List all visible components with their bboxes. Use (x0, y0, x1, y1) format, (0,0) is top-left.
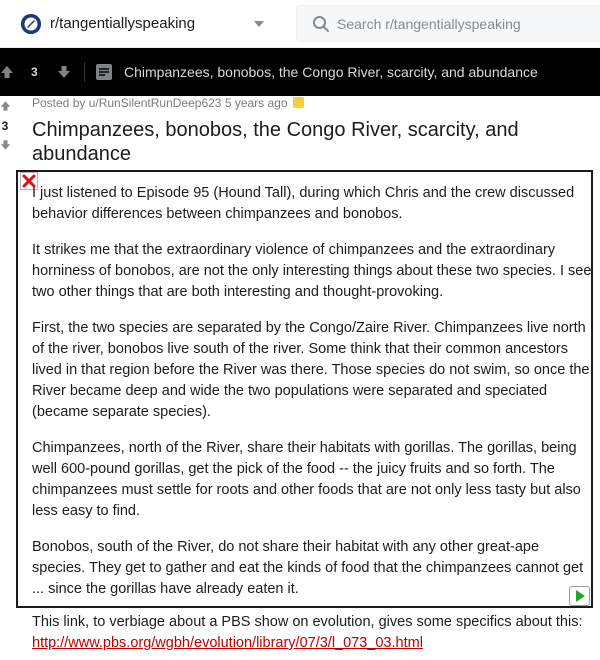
paragraph: First, the two species are separated by the Congo/Zaire River. Chimpanzees live north of the river, bonobos live south of the river. Some think that their common ancestors lived in that region before the River was there. Those species do not swim, so once the River became deep and wide the two populations were separated and speciated (became separate species). (32, 320, 590, 420)
link-paragraph (32, 612, 594, 654)
post-bar-title[interactable]: Chimpanzees, bonobos, the Congo River, scarcity, and abundance (124, 64, 538, 80)
link-intro: This link, to verbiage about a PBS show on evolution, gives some specifics about this: (32, 614, 583, 630)
post-title: Chimpanzees, bonobos, the Congo River, scarcity, and abundance (32, 119, 519, 165)
search-icon (312, 15, 330, 33)
text-post-icon (95, 63, 113, 81)
paragraph: Chimpanzees, north of the River, share their habitats with gorillas. The gorillas, being well 600-pound gorillas, get the pick of the food -- the juicy fruits and so forth. The chimpanzees must settle for roots and other foods that are not only less tasty but also less easy to find. (32, 440, 581, 519)
post-age[interactable]: 5 years ago (224, 96, 288, 110)
paragraph: Bonobos, south of the River, do not share their habitat with any other great-ape species. They get to gather and eat the kinds of food that the chimpanzees cannot get ... since the gorillas have already eaten it. (32, 539, 584, 597)
post-header-bar (0, 48, 600, 96)
play-icon[interactable] (569, 586, 590, 606)
subreddit-name[interactable]: r/tangentiallyspeaking (50, 15, 196, 32)
paragraph: I just listened to Episode 95 (Hound Tall), during which Chris and the crew discussed behavior differences between chimpanzees and bonobos. (32, 185, 575, 222)
chevron-down-icon[interactable] (254, 21, 264, 27)
search-box[interactable] (296, 5, 600, 42)
search-input[interactable] (337, 14, 597, 34)
downvote-arrow-icon[interactable] (57, 65, 71, 79)
divider (84, 62, 85, 82)
post-bar-score: 3 (31, 65, 38, 79)
paragraph: It strikes me that the extraordinary violence of chimpanzees and the extraordinary horniness of bonobos, are not the only interesting things about these two species. I see two other things that are both interesting and thought-provoking. (32, 242, 592, 300)
downvote-arrow-icon[interactable] (0, 139, 11, 151)
posted-by[interactable]: Posted by u/RunSilentRunDeep623 (32, 96, 222, 110)
vote-score: 3 (1, 119, 9, 133)
pbs-link[interactable]: http://www.pbs.org/wgbh/evolution/library/07/3/l_073_03.html (32, 635, 423, 651)
post-body (32, 183, 594, 615)
post-meta (32, 96, 288, 110)
award-icon (293, 97, 304, 108)
upvote-arrow-icon[interactable] (0, 65, 14, 79)
top-header (0, 0, 600, 48)
subreddit-icon[interactable] (21, 14, 41, 34)
upvote-arrow-icon[interactable] (0, 100, 11, 112)
